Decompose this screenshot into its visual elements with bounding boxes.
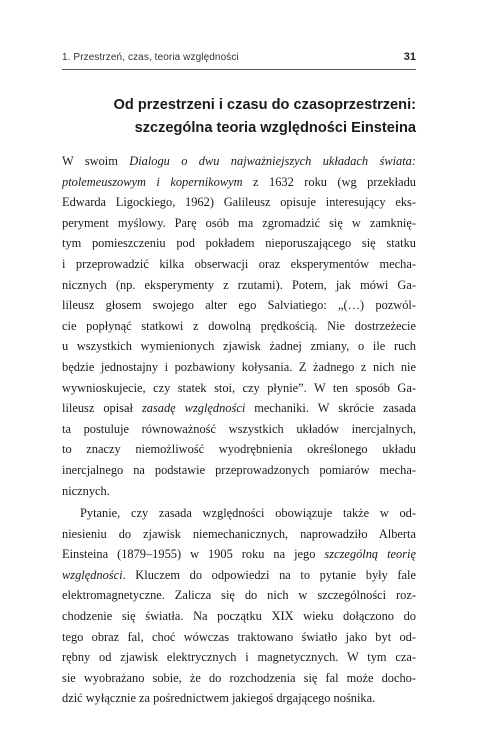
text-run: mechaniki. W skrócie zasada — [245, 401, 417, 416]
header-rule — [62, 69, 416, 70]
text-run: lileusz opisał — [62, 401, 142, 416]
text-line — [62, 668, 416, 689]
section-title-line-2: szczególna teoria względności Einsteina — [134, 120, 416, 136]
text-run: Pytanie, czy zasada względności obowiązuje także w od- — [80, 506, 416, 521]
text-line — [62, 378, 416, 399]
text-line — [62, 398, 416, 419]
section-title — [62, 94, 416, 140]
body-text — [62, 151, 416, 709]
text-run: peryment myślowy. Parę osób ma zgromadzić się w zamknię- — [62, 215, 416, 230]
text-line — [62, 585, 416, 606]
text-line — [62, 606, 416, 627]
text-line — [62, 544, 416, 565]
text-run: lileusz głosem swojego alter ego Salviatiego: „(…) pozwól- — [62, 298, 416, 313]
text-line — [62, 357, 416, 378]
text-run: tego obraz fal, choć wówczas traktowano światło jako byt od- — [62, 629, 416, 644]
italic-text: względności — [62, 567, 123, 582]
text-line — [62, 213, 416, 234]
running-head — [62, 51, 416, 63]
text-run: z 1632 roku (wg przekładu — [242, 174, 416, 189]
text-run: nicznych. — [62, 483, 110, 498]
text-run: to znaczy niemożliwość wyodrębnienia określonego układu — [62, 442, 416, 457]
italic-text: zasadę względności — [141, 401, 246, 416]
text-line — [62, 503, 416, 524]
text-line — [62, 233, 416, 254]
text-run: nicznych (np. eksperymenty z rzutami). Potem, jak mówi Ga- — [62, 277, 416, 292]
text-run: tym pomieszczeniu pod pokładem nieporuszającego się statku — [62, 236, 416, 251]
text-run: . Kluczem do odpowiedzi na to pytanie były fale — [122, 567, 416, 582]
page-number: 31 — [403, 51, 416, 63]
text-run: cie popłynąć statkowi z dowolną prędkością. Nie dostrzeżecie — [62, 318, 416, 333]
text-run: chodzenie się światła. Na początku XIX wieku dołączono do — [62, 609, 416, 624]
text-run: i przeprowadzić kilka obserwacji oraz eksperymentów mecha- — [62, 256, 416, 271]
text-line — [62, 460, 416, 481]
text-run: rębny od zjawisk elektrycznych i magnetycznych. W tym cza- — [62, 650, 416, 665]
text-line — [62, 275, 416, 296]
text-run: ta postuluje równoważność wszystkich układów inercjalnych, — [62, 421, 416, 436]
italic-text: Dialogu o dwu najważniejszych układach świata: — [129, 154, 416, 168]
text-run: niesieniu do zjawisk niemechanicznych, naprowadziło Alberta — [62, 526, 416, 541]
text-run: Einsteina (1879–1955) w 1905 roku na jego — [62, 547, 325, 562]
text-run: dzić wyłącznie za pośrednictwem jakiegoś drgającego nośnika. — [62, 691, 376, 706]
section-title-line-1: Od przestrzeni i czasu do czasoprzestrzeni: — [113, 97, 416, 113]
text-run: elektromagnetyczne. Zalicza się do nich w szczególności roz- — [62, 588, 416, 603]
text-line — [62, 481, 416, 502]
text-run: sie wyobrażano sobie, że do rozchodzenia się fal może docho- — [62, 670, 416, 685]
text-run: W swoim — [62, 154, 130, 168]
paragraph — [62, 151, 416, 501]
italic-text: ptolemeuszowym i kopernikowym — [62, 174, 243, 189]
text-line — [62, 524, 416, 545]
text-line — [62, 565, 416, 586]
text-run: wywnioskujecie, czy statek stoi, czy płynie”. W ten sposób Ga- — [62, 380, 416, 395]
chapter-title: 1. Przestrzeń, czas, teoria względności — [62, 52, 239, 63]
text-line — [62, 627, 416, 648]
text-line — [62, 295, 416, 316]
italic-text: szczególną teorię — [324, 547, 416, 562]
text-line — [62, 419, 416, 440]
text-run: Edwarda Ligockiego, 1962) Galileusz opisuje interesujący eks- — [62, 195, 416, 210]
text-run: u wszystkich wymienionych zjawisk żadnej zmiany, o ile ruch — [62, 339, 416, 354]
paragraph — [62, 503, 416, 709]
text-line — [62, 316, 416, 337]
text-line — [62, 336, 416, 357]
text-line — [62, 439, 416, 460]
text-line — [62, 647, 416, 668]
text-line — [62, 688, 416, 709]
text-line — [62, 192, 416, 213]
text-run: inercjalnego na podstawie przeprowadzonych pomiarów mecha- — [62, 462, 416, 477]
text-line — [62, 151, 416, 172]
text-line — [62, 172, 416, 193]
text-line — [62, 254, 416, 275]
text-run: będzie jednostajny i pozbawiony kołysania. Z żadnego z nich nie — [62, 359, 416, 374]
